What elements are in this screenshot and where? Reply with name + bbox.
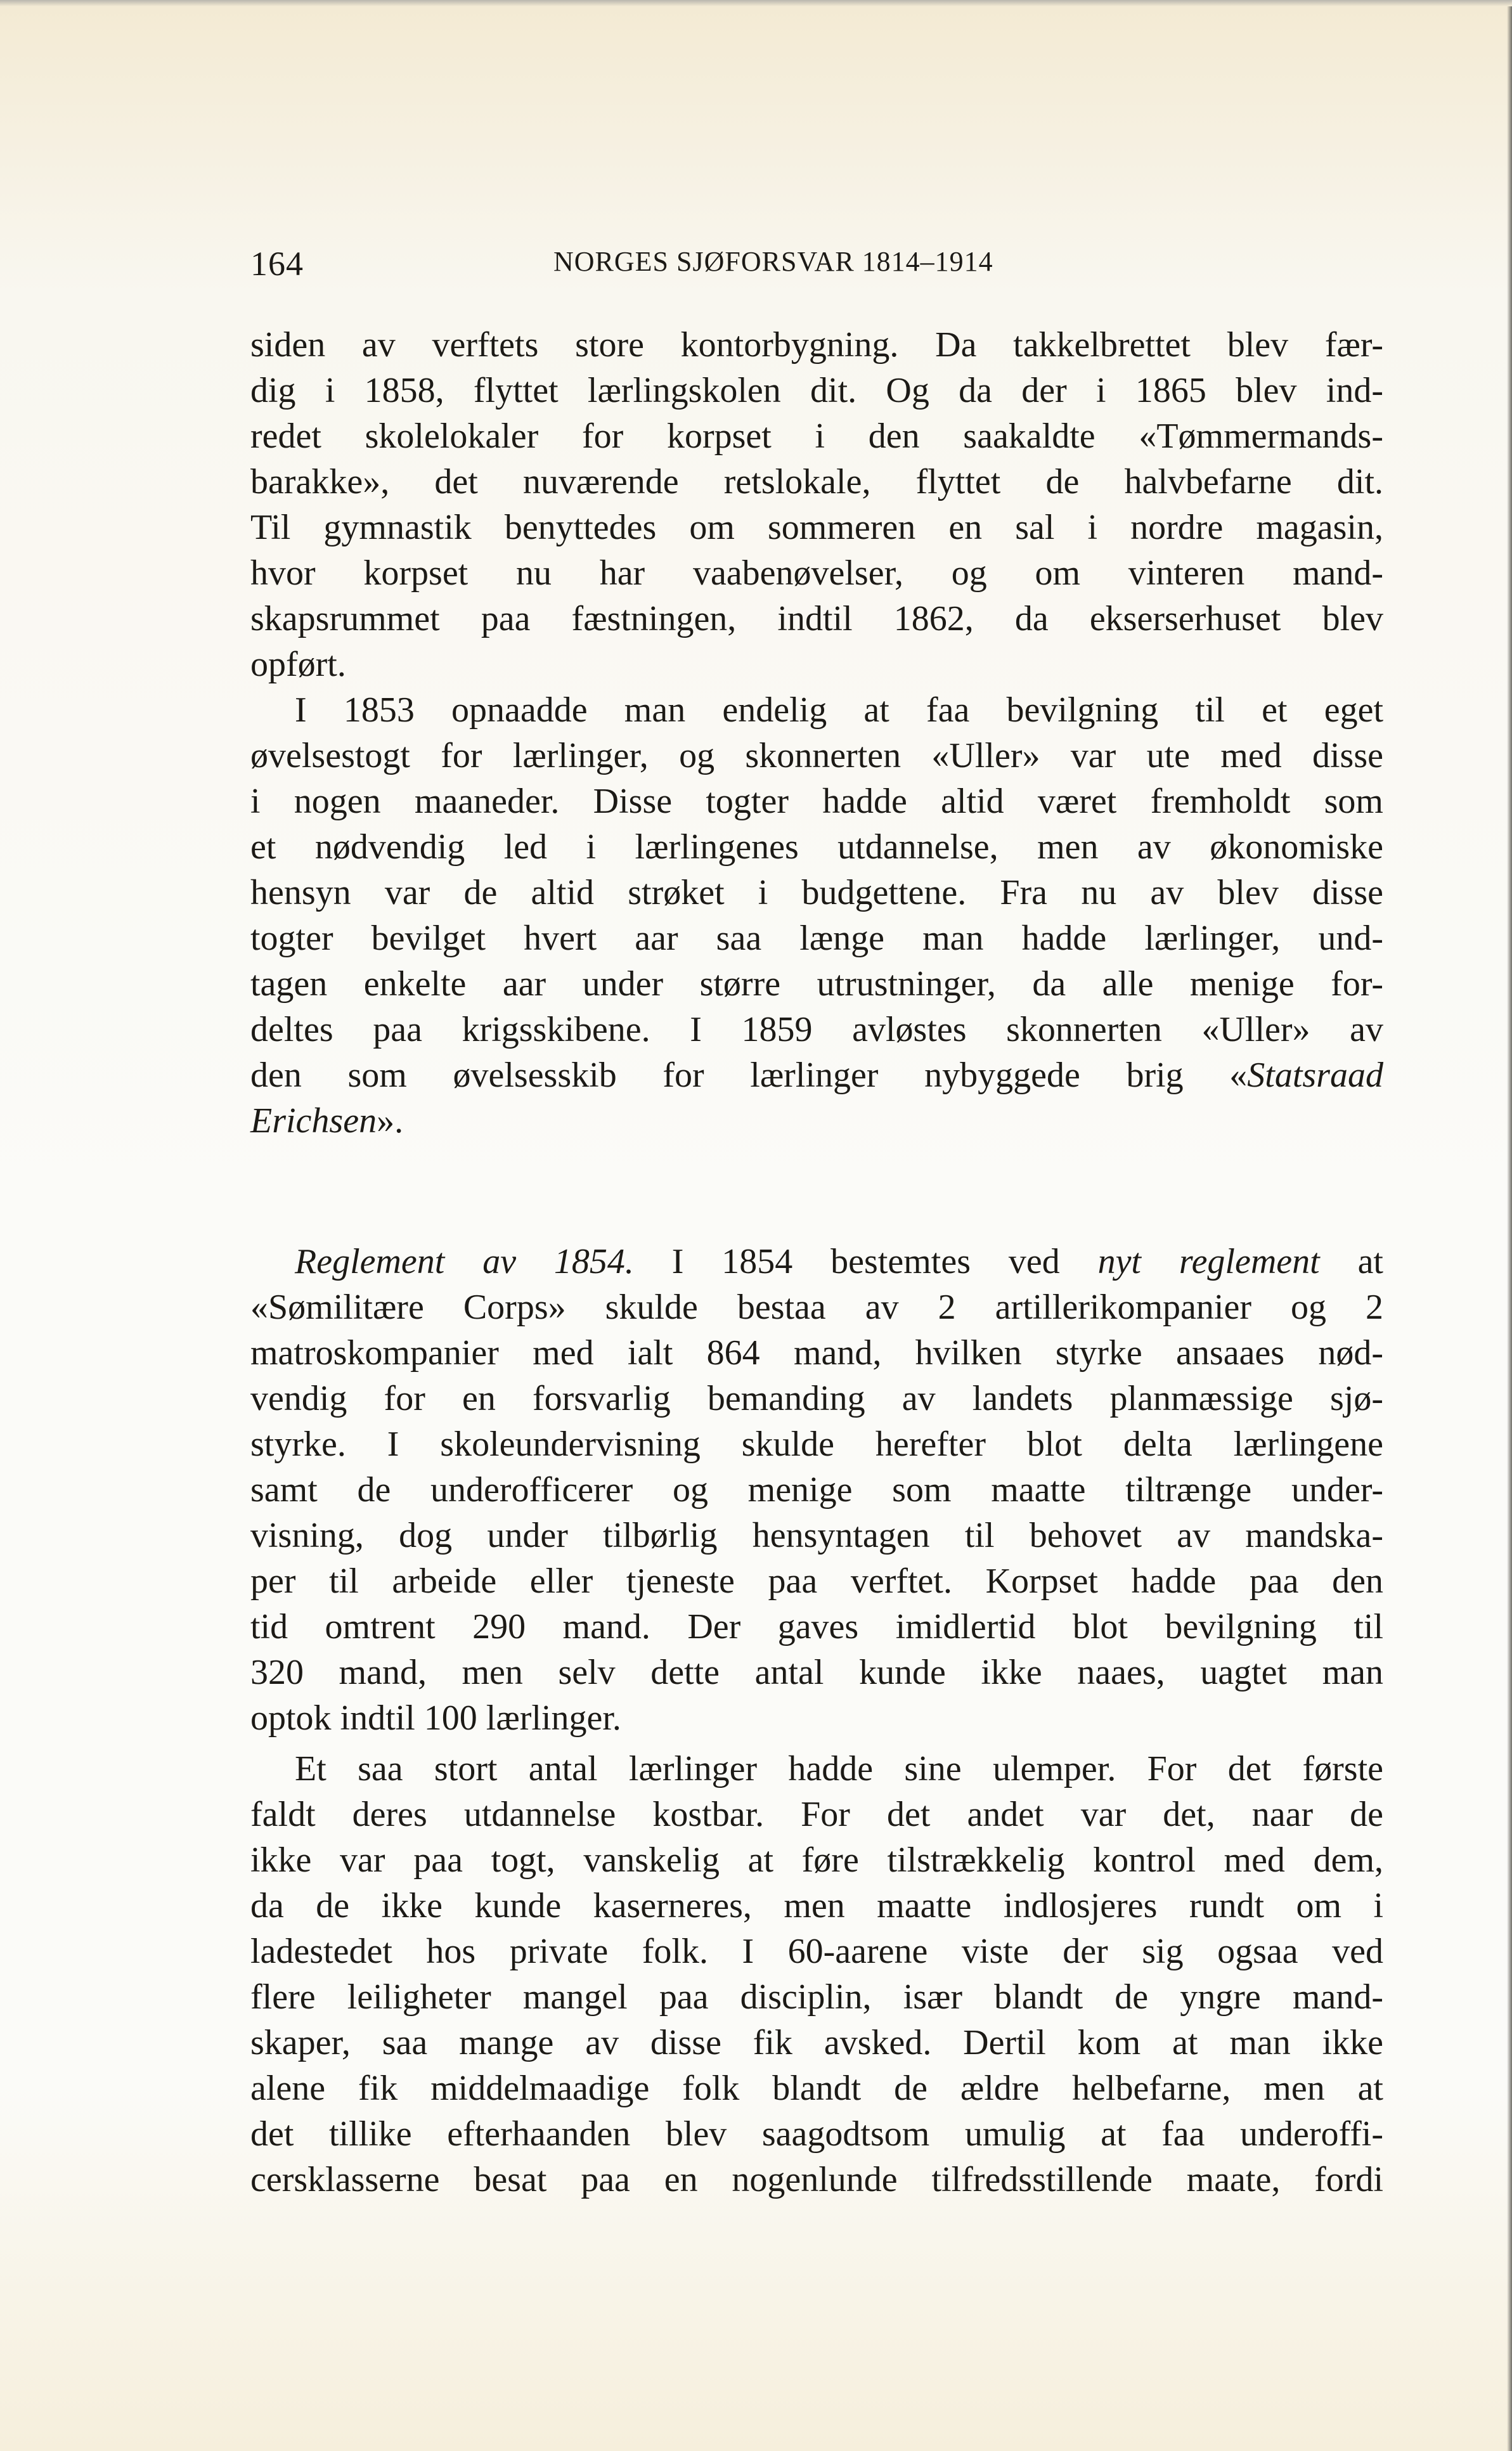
paragraph-4 <box>250 1746 1383 2202</box>
paragraph-3 <box>250 1239 1383 1741</box>
text-line: Et saa stort antal lærlinger hadde sine ulemper. For det første <box>295 1749 1383 1788</box>
text-line: ladestedet hos private folk. I 60-aarene viste der sig ogsaa ved <box>250 1932 1383 1971</box>
text-line <box>250 1098 1383 1144</box>
paragraph-1 <box>250 322 1383 687</box>
ship-name-italic: Erichsen <box>250 1101 377 1141</box>
running-title: NORGES SJØFORSVAR 1814–1914 <box>553 246 993 277</box>
text-line: tid omtrent 290 mand. Der gaves imidlertid blot bevilgning til <box>250 1607 1383 1646</box>
text-line: dig i 1858, flyttet lærlingskolen dit. Og da der i 1865 blev ind- <box>250 371 1383 410</box>
text-line: togter bevilget hvert aar saa længe man hadde lærlinger, und- <box>250 919 1383 958</box>
text-line <box>250 1052 1383 1098</box>
text-line: faldt deres utdannelse kostbar. For det andet var det, naar de <box>250 1795 1383 1834</box>
text-line: per til arbeide eller tjeneste paa verftet. Korpset hadde paa den <box>250 1562 1383 1601</box>
text-line: hensyn var de altid strøket i budgettene. Fra nu av blev disse <box>250 873 1383 912</box>
text-segment: at <box>1319 1242 1383 1281</box>
text-segment: I 1854 bestemtes ved <box>633 1242 1098 1281</box>
text-line: et nødvendig led i lærlingenes utdannelse, men av økonomiske <box>250 827 1383 867</box>
text-line: redet skolelokaler for korpset i den saakaldte «Tømmermands- <box>250 417 1383 456</box>
text-segment: den som øvelsesskib for lærlinger nybyggede brig « <box>250 1056 1248 1095</box>
text-line: deltes paa krigsskibene. I 1859 avløstes skonnerten «Uller» av <box>250 1010 1383 1049</box>
running-head <box>250 238 1382 288</box>
italic-phrase: nyt reglement <box>1097 1242 1320 1281</box>
body-text <box>250 322 1383 2202</box>
text-line: opført. <box>250 645 346 684</box>
text-line: hvor korpset nu har vaabenøvelser, og om vinteren mand- <box>250 553 1383 593</box>
text-line: ikke var paa togt, vanskelig at føre tilstrækkelig kontrol med dem, <box>250 1840 1383 1880</box>
text-line: siden av verftets store kontorbygning. Da takkelbrettet blev fær- <box>250 325 1383 365</box>
text-line: styrke. I skoleundervisning skulde herefter blot delta lærlingene <box>250 1425 1383 1464</box>
text-line <box>250 1239 1383 1284</box>
text-line: tagen enkelte aar under større utrustninger, da alle menige for- <box>250 964 1383 1004</box>
text-line: visning, dog under tilbørlig hensyntagen til behovet av mandska- <box>250 1516 1383 1555</box>
text-line: 320 mand, men selv dette antal kunde ikke naaes, uagtet man <box>250 1653 1383 1692</box>
paragraph-2 <box>250 687 1383 1144</box>
page-right-edge <box>1507 6 1512 2451</box>
text-line: alene fik middelmaadige folk blandt de ældre helbefarne, men at <box>250 2069 1383 2108</box>
text-line: I 1853 opnaadde man endelig at faa bevilgning til et eget <box>295 690 1383 730</box>
section-spacer <box>250 1144 1383 1239</box>
text-line: i nogen maaneder. Disse togter hadde altid været fremholdt som <box>250 782 1383 821</box>
text-line: flere leiligheter mangel paa disciplin, især blandt de yngre mand- <box>250 1977 1383 2017</box>
text-line: vendig for en forsvarlig bemanding av landets planmæssige sjø- <box>250 1379 1383 1418</box>
section-heading: Reglement av 1854. <box>295 1242 634 1281</box>
text-line: optok indtil 100 lærlinger. <box>250 1698 621 1738</box>
text-line: matroskompanier med ialt 864 mand, hvilken styrke ansaaes nød- <box>250 1333 1383 1373</box>
text-line: det tillike efterhaanden blev saagodtsom umulig at faa underoffi- <box>250 2114 1383 2154</box>
text-segment: ». <box>377 1101 404 1141</box>
text-line: skaper, saa mange av disse fik avsked. Dertil kom at man ikke <box>250 2023 1383 2062</box>
text-line: barakke», det nuværende retslokale, flyttet de halvbefarne dit. <box>250 462 1383 501</box>
text-line: samt de underofficerer og menige som maatte tiltrænge under- <box>250 1470 1383 1510</box>
page-number: 164 <box>250 245 304 283</box>
page-top-edge <box>0 0 1512 6</box>
text-line: «Sømilitære Corps» skulde bestaa av 2 artillerikompanier og 2 <box>250 1288 1383 1327</box>
text-line: skapsrummet paa fæstningen, indtil 1862, da ekserserhuset blev <box>250 599 1383 638</box>
text-line: Til gymnastik benyttedes om sommeren en sal i nordre magasin, <box>250 508 1383 547</box>
paragraph-spacer <box>250 1741 1383 1746</box>
text-line: cersklasserne besat paa en nogenlunde tilfredsstillende maate, fordi <box>250 2160 1383 2199</box>
text-line: øvelsestogt for lærlinger, og skonnerten «Uller» var ute med disse <box>250 736 1383 775</box>
text-line: da de ikke kunde kaserneres, men maatte indlosjeres rundt om i <box>250 1886 1383 1925</box>
ship-name-italic: Statsraad <box>1247 1056 1383 1095</box>
